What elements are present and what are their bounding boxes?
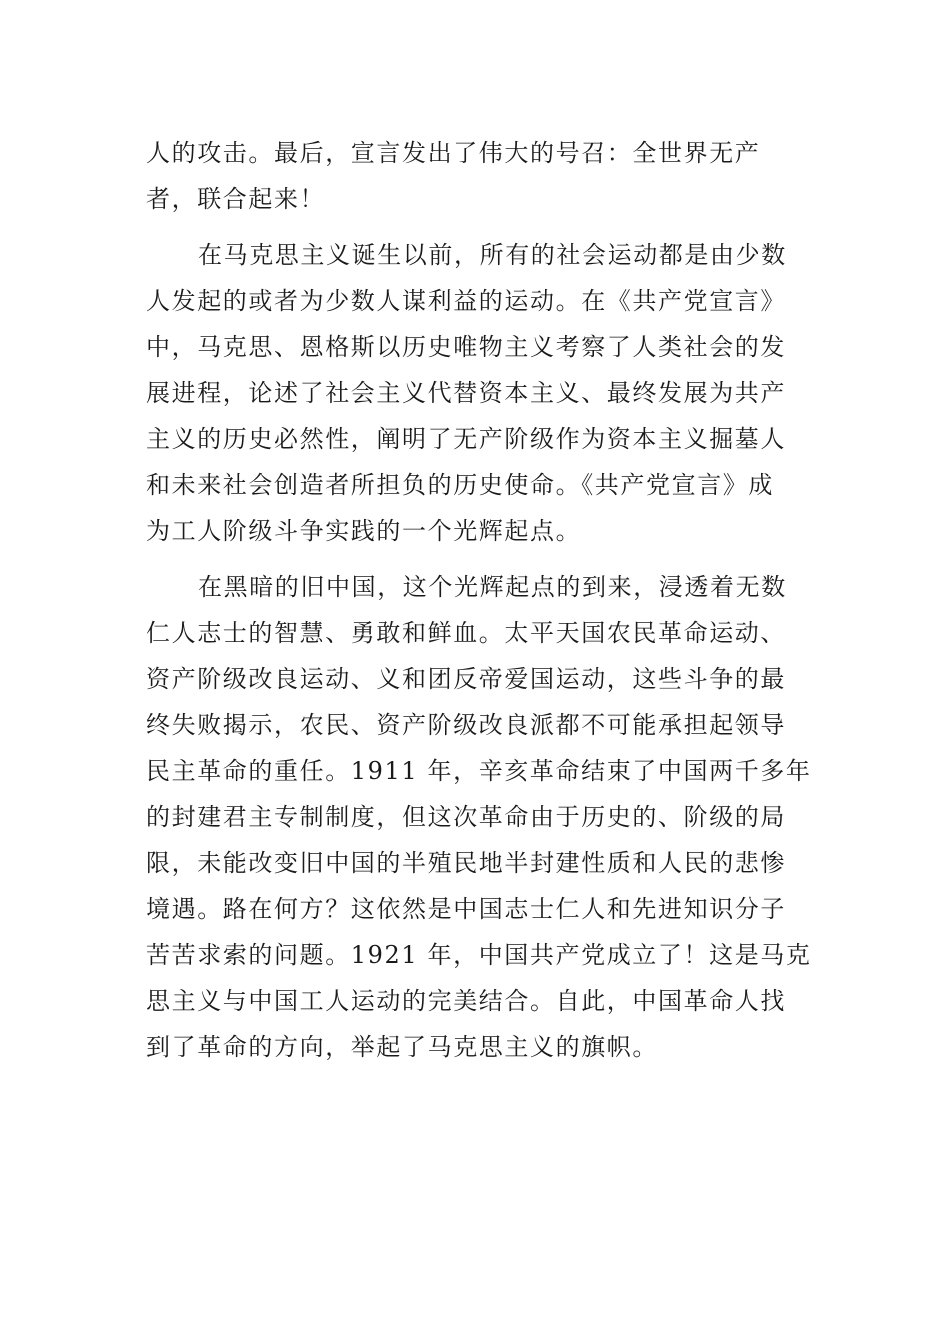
- paragraph-line: 思主义与中国工人运动的完美结合。自此，中国革命人找: [146, 987, 786, 1015]
- paragraph-line: 在黑暗的旧中国，这个光辉起点的到来，浸透着无数: [198, 573, 787, 601]
- paragraph-line: 者，联合起来！: [146, 185, 326, 213]
- paragraph: [146, 564, 812, 1070]
- paragraph-line: 终失败揭示，农民、资产阶级改良派都不可能承担起领导: [146, 711, 786, 739]
- paragraph-line: 仁人志士的智慧、勇敢和鲜血。太平天国农民革命运动、: [146, 619, 786, 647]
- paragraph: [146, 232, 791, 554]
- paragraph-line: 的封建君主专制制度，但这次革命由于历史的、阶级的局: [146, 803, 786, 831]
- paragraph-line: 境遇。路在何方？这依然是中国志士仁人和先进知识分子: [146, 895, 786, 923]
- paragraph-line: 为工人阶级斗争实践的一个光辉起点。: [146, 517, 582, 545]
- paragraph-line: 资产阶级改良运动、义和团反帝爱国运动，这些斗争的最: [146, 665, 786, 693]
- paragraph: [146, 130, 791, 222]
- paragraph-line: 中，马克思、恩格斯以历史唯物主义考察了人类社会的发: [146, 333, 786, 361]
- paragraph-line: 主义的历史必然性，阐明了无产阶级作为资本主义掘墓人: [146, 425, 786, 453]
- document-body: [146, 130, 812, 1070]
- paragraph-line: 在马克思主义诞生以前，所有的社会运动都是由少数: [198, 241, 787, 269]
- paragraph-line: 限，未能改变旧中国的半殖民地半封建性质和人民的悲惨: [146, 849, 786, 877]
- paragraph-line: 和未来社会创造者所担负的历史使命。《共产党宣言》成: [146, 471, 774, 499]
- paragraph-line: 到了革命的方向，举起了马克思主义的旗帜。: [146, 1033, 658, 1061]
- paragraph-line: 民主革命的重任。1911 年，辛亥革命结束了中国两千多年: [146, 757, 812, 785]
- paragraph-line: 展进程，论述了社会主义代替资本主义、最终发展为共产: [146, 379, 786, 407]
- paragraph-line: 人的攻击。最后，宣言发出了伟大的号召：全世界无产: [146, 139, 761, 167]
- paragraph-line: 苦苦求索的问题。1921 年，中国共产党成立了！这是马克: [146, 941, 812, 969]
- paragraph-line: 人发起的或者为少数人谋利益的运动。在《共产党宣言》: [146, 287, 786, 315]
